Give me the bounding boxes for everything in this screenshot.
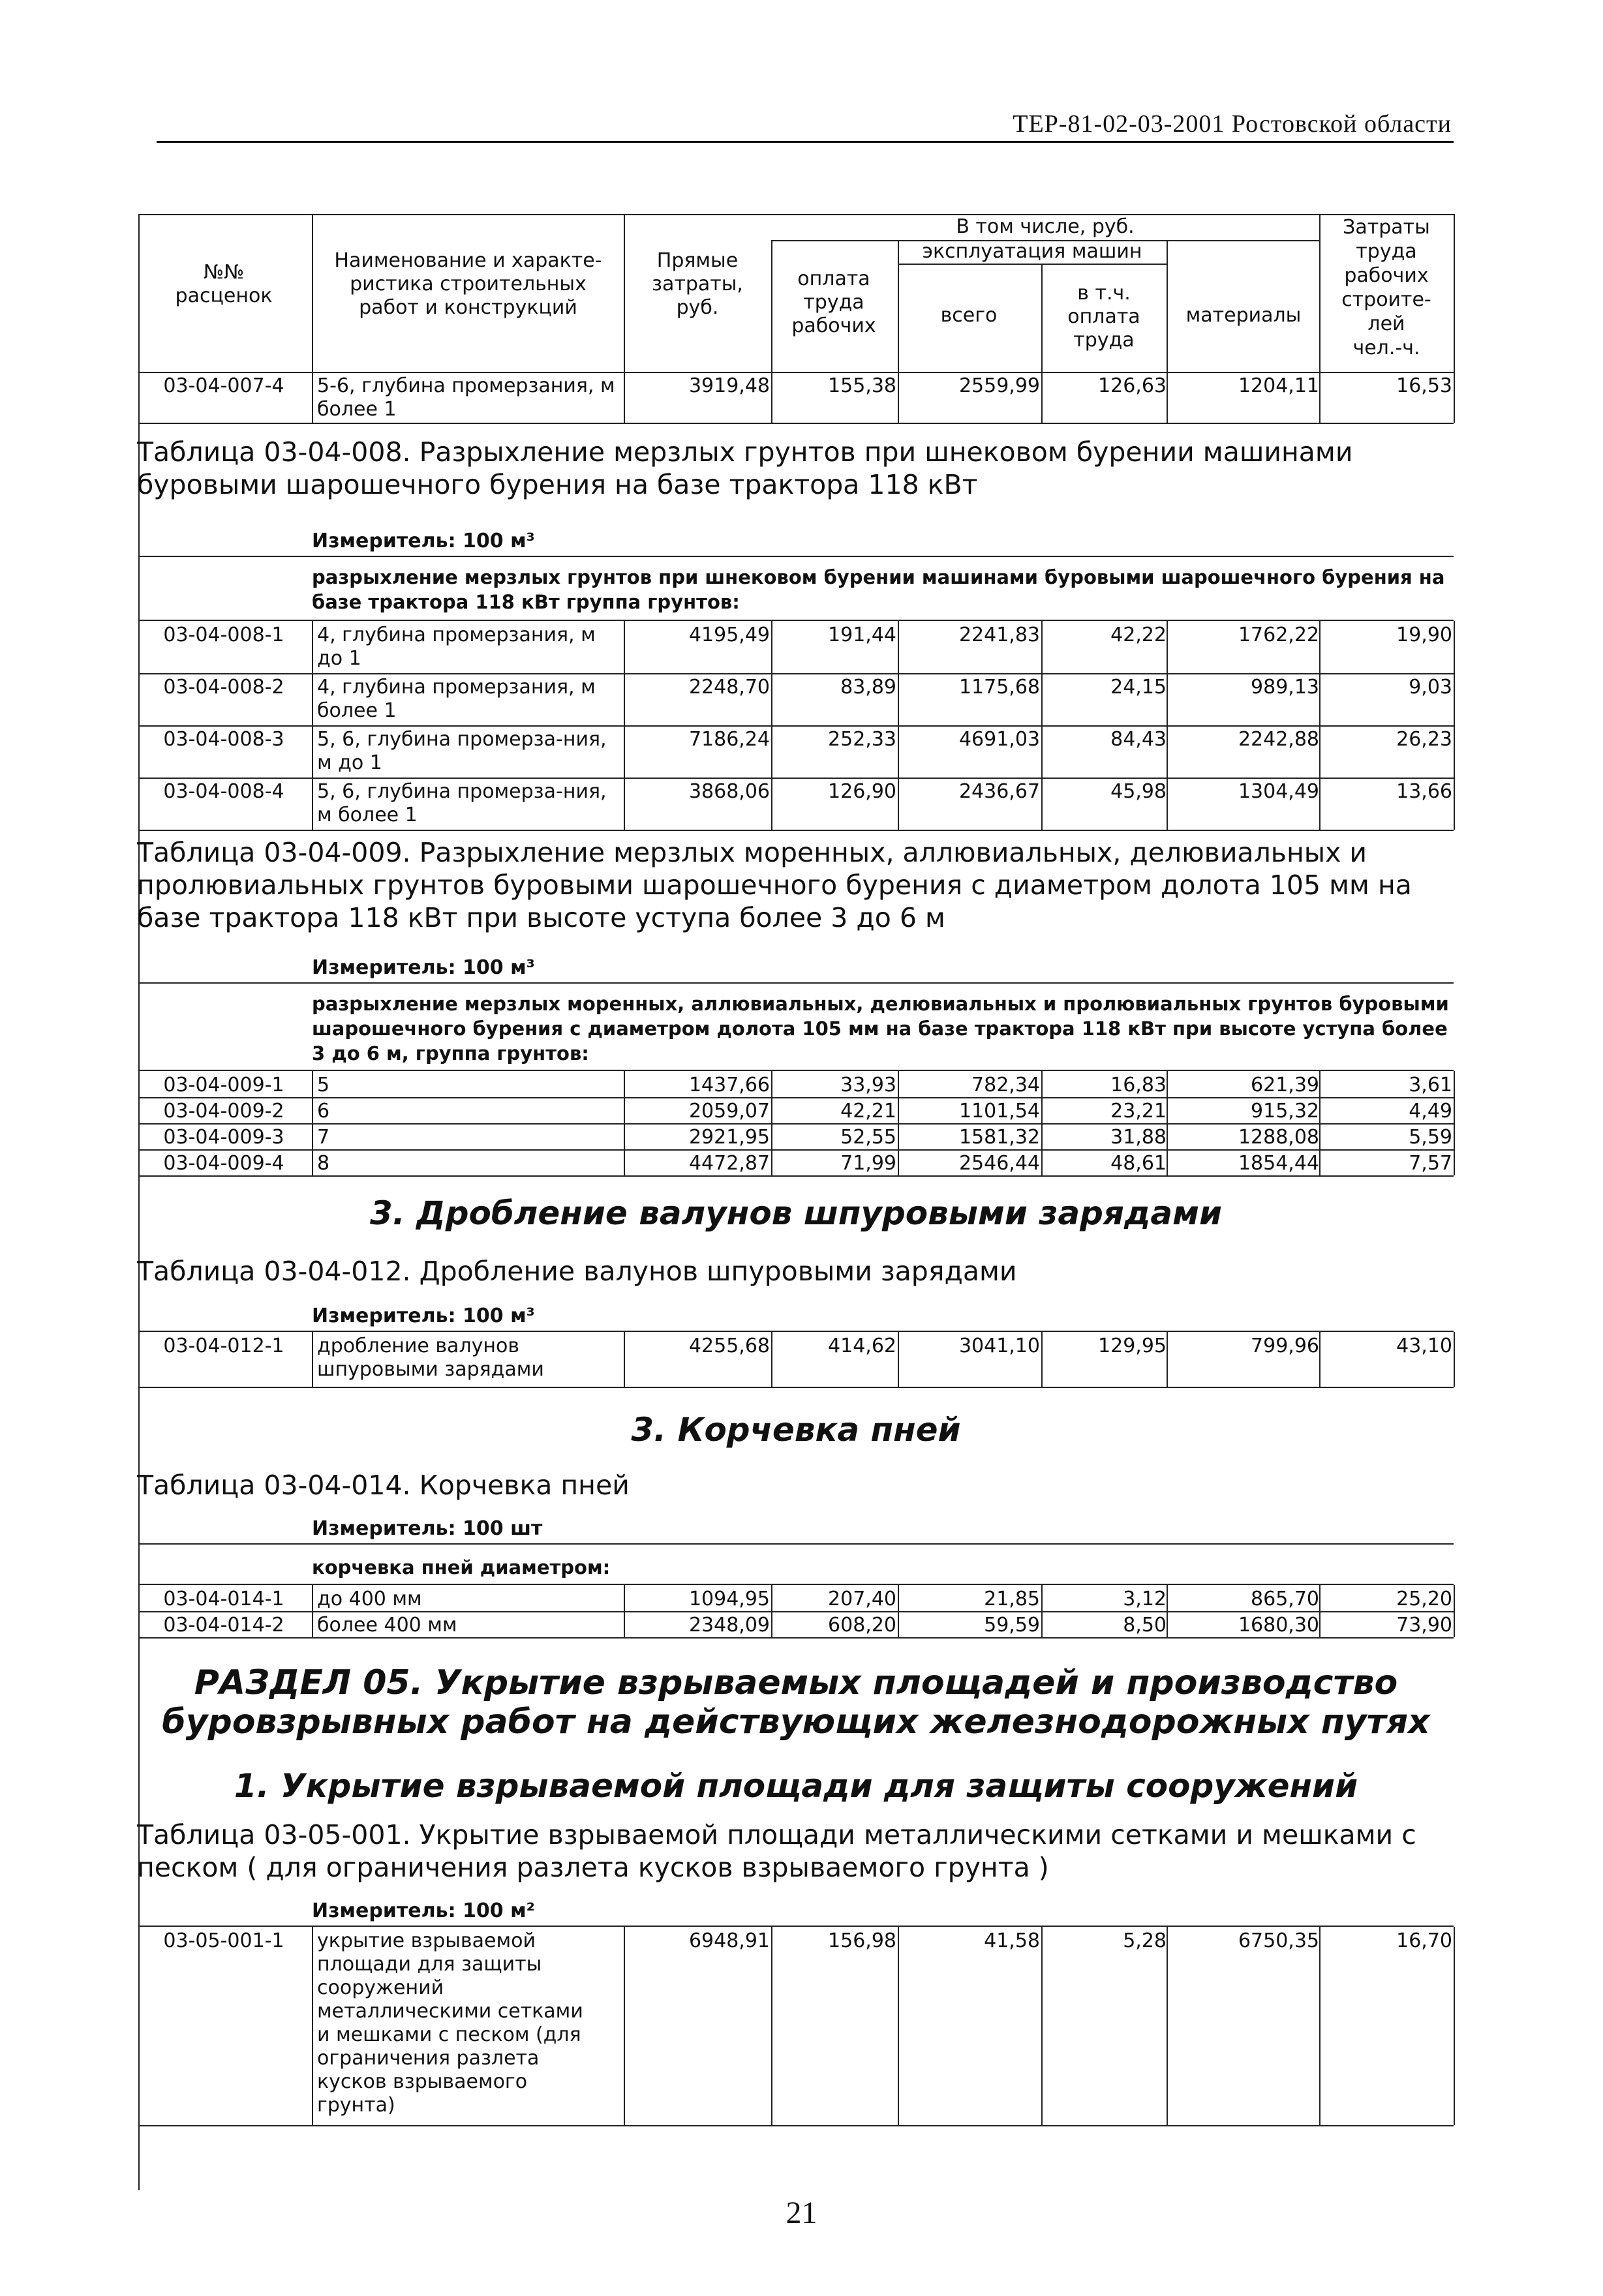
row-machines: 3041,10 bbox=[958, 1335, 1040, 1357]
rule bbox=[624, 1097, 625, 1123]
row-code: 03-04-008-3 bbox=[163, 728, 284, 751]
row-direct: 1437,66 bbox=[688, 1074, 770, 1096]
row-machines-pay: 42,22 bbox=[1110, 624, 1167, 646]
table-caption-008: Таблица 03-04-008. Разрыхление мерзлых грунтов при шнековом бурении машинами буровыми шарошечного бурения на базе трактора 118 кВт bbox=[137, 436, 1353, 500]
razdel-heading: РАЗДЕЛ 05. Укрытие взрываемых площадей и производство буровзрывных работ на действующих железнодорожных путях bbox=[162, 1663, 1430, 1742]
row-materials: 2242,88 bbox=[1238, 728, 1319, 751]
row-direct: 2348,09 bbox=[688, 1614, 770, 1637]
table-caption-014: Таблица 03-04-014. Корчевка пней bbox=[137, 1470, 630, 1501]
table-row bbox=[0, 725, 1603, 778]
rule bbox=[898, 621, 899, 673]
row-machines: 1175,68 bbox=[958, 676, 1040, 699]
rule bbox=[1319, 1123, 1321, 1149]
table-caption-501: Таблица 03-05-001. Укрытие взрываемой площади металлическими сетками и мешками с песком ( для ограничения разлета кусков взрываемого грунта ) bbox=[137, 1819, 1416, 1883]
row-materials: 989,13 bbox=[1251, 676, 1319, 699]
row-code: 03-04-012-1 bbox=[163, 1335, 284, 1357]
row-direct: 1094,95 bbox=[688, 1588, 770, 1610]
rule bbox=[138, 1637, 1454, 1639]
rule bbox=[898, 1149, 899, 1175]
rule bbox=[898, 1332, 899, 1387]
measure-009: Измеритель: 100 м³ bbox=[312, 956, 535, 979]
row-materials: 1854,44 bbox=[1238, 1152, 1319, 1175]
row-direct: 4472,87 bbox=[688, 1152, 770, 1175]
row-name: 7 bbox=[317, 1126, 330, 1149]
rule bbox=[771, 778, 772, 830]
rule bbox=[1167, 778, 1168, 830]
table-row bbox=[0, 373, 1603, 423]
rule bbox=[1454, 778, 1455, 830]
row-materials: 1762,22 bbox=[1238, 624, 1319, 646]
rule bbox=[312, 673, 313, 725]
rule bbox=[1454, 1123, 1455, 1149]
row-name: 5, 6, глубина промерза-ния, м до 1 bbox=[317, 728, 607, 774]
rule bbox=[138, 830, 1454, 831]
table-row bbox=[0, 1123, 1603, 1149]
row-pay: 126,90 bbox=[828, 780, 896, 803]
rule bbox=[624, 778, 625, 830]
rule bbox=[312, 1611, 313, 1637]
table-row bbox=[0, 621, 1603, 673]
section-heading-stumps: 3. Корчевка пней bbox=[631, 1411, 961, 1449]
rule bbox=[1319, 1927, 1321, 2125]
rule bbox=[1454, 1097, 1455, 1123]
rule bbox=[1167, 1071, 1168, 1097]
rule bbox=[624, 1611, 625, 1637]
head-pay: оплата труда рабочих bbox=[791, 267, 876, 337]
table-row bbox=[0, 673, 1603, 725]
rule bbox=[898, 1123, 899, 1149]
section-heading-boulders: 3. Дробление валунов шпуровыми зарядами bbox=[369, 1194, 1222, 1232]
row-pay: 207,40 bbox=[828, 1588, 896, 1610]
head-incl: В том числе, руб. bbox=[956, 215, 1135, 238]
rule bbox=[1319, 725, 1321, 778]
row-name: 4, глубина промерзания, м более 1 bbox=[317, 676, 596, 722]
row-pay: 252,33 bbox=[828, 728, 896, 751]
row-materials: 1304,49 bbox=[1238, 780, 1319, 803]
row-pay: 42,21 bbox=[840, 1100, 896, 1123]
rule bbox=[1167, 725, 1168, 778]
row-name: 5, 6, глубина промерза-ния, м более 1 bbox=[317, 780, 607, 826]
rule bbox=[138, 2125, 1454, 2126]
row-labor: 19,90 bbox=[1396, 624, 1452, 646]
row-name: до 400 мм bbox=[317, 1588, 422, 1610]
rule bbox=[1041, 1123, 1043, 1149]
table-caption-012: Таблица 03-04-012. Дробление валунов шпуровыми зарядами bbox=[137, 1256, 1017, 1287]
row-pay: 608,20 bbox=[828, 1614, 896, 1637]
rule bbox=[312, 621, 313, 673]
rule bbox=[1319, 1097, 1321, 1123]
rule bbox=[1041, 1149, 1043, 1175]
rule bbox=[771, 725, 772, 778]
rule bbox=[624, 1123, 625, 1149]
rule bbox=[1319, 1149, 1321, 1175]
table-row bbox=[0, 1332, 1603, 1387]
rule bbox=[1454, 1071, 1455, 1097]
row-direct: 2921,95 bbox=[688, 1126, 770, 1149]
rule bbox=[898, 778, 899, 830]
rule bbox=[624, 1585, 625, 1611]
rule bbox=[624, 1332, 625, 1387]
rule bbox=[1167, 1585, 1168, 1611]
rule bbox=[1041, 1332, 1043, 1387]
page-number: 21 bbox=[786, 2196, 817, 2230]
row-direct: 4255,68 bbox=[688, 1335, 770, 1357]
row-machines: 21,85 bbox=[984, 1588, 1040, 1610]
row-pay: 52,55 bbox=[840, 1126, 896, 1149]
row-code: 03-04-007-4 bbox=[163, 374, 284, 397]
rule bbox=[1454, 1149, 1455, 1175]
table-row bbox=[0, 778, 1603, 830]
row-machines: 2241,83 bbox=[958, 624, 1040, 646]
row-direct: 3919,48 bbox=[688, 374, 770, 397]
row-code: 03-04-008-4 bbox=[163, 780, 284, 803]
row-machines-pay: 5,28 bbox=[1123, 1929, 1167, 1952]
rule bbox=[1319, 673, 1321, 725]
group-description-008: разрыхление мерзлых грунтов при шнековом бурении машинами буровыми шарошечного бурения на базе трактора 118 кВт группа грунтов: bbox=[312, 566, 1445, 613]
row-machines: 4691,03 bbox=[958, 728, 1040, 751]
row-machines-pay: 31,88 bbox=[1110, 1126, 1167, 1149]
row-code: 03-04-008-2 bbox=[163, 676, 284, 699]
rule bbox=[312, 1071, 313, 1097]
row-code: 03-04-009-4 bbox=[163, 1152, 284, 1175]
head-direct-costs: Прямые затраты, руб. bbox=[652, 249, 743, 319]
row-direct: 6948,91 bbox=[688, 1929, 770, 1952]
row-name: более 400 мм bbox=[317, 1614, 457, 1637]
row-machines-pay: 48,61 bbox=[1110, 1152, 1167, 1175]
rule bbox=[1041, 1611, 1043, 1637]
section-heading-cover: 1. Укрытие взрываемой площади для защиты сооружений bbox=[234, 1767, 1358, 1805]
row-materials: 799,96 bbox=[1251, 1335, 1319, 1357]
rule bbox=[312, 1927, 313, 2125]
rule bbox=[771, 1585, 772, 1611]
head-machines-total: всего bbox=[940, 304, 998, 327]
row-code: 03-04-014-2 bbox=[163, 1614, 284, 1637]
rule bbox=[1319, 1611, 1321, 1637]
rule bbox=[1454, 673, 1455, 725]
rule bbox=[898, 1611, 899, 1637]
head-name: Наименование и характе- ристика строительных работ и конструкций bbox=[334, 249, 602, 319]
rule bbox=[312, 1097, 313, 1123]
head-code: №№ расценок bbox=[175, 261, 273, 307]
table-row bbox=[0, 1149, 1603, 1175]
rule bbox=[1041, 673, 1043, 725]
row-labor: 7,57 bbox=[1409, 1152, 1452, 1175]
row-labor: 43,10 bbox=[1396, 1335, 1452, 1357]
rule bbox=[1041, 725, 1043, 778]
row-name: 5-6, глубина промерзания, м более 1 bbox=[317, 374, 615, 421]
rule bbox=[898, 725, 899, 778]
rule bbox=[771, 621, 772, 673]
rule bbox=[1454, 1332, 1455, 1387]
rule bbox=[1041, 1071, 1043, 1097]
row-machines: 2436,67 bbox=[958, 780, 1040, 803]
rule bbox=[1319, 778, 1321, 830]
group-description-014: корчевка пней диаметром: bbox=[312, 1556, 611, 1578]
measure-501: Измеритель: 100 м² bbox=[312, 1899, 535, 1922]
row-labor: 3,61 bbox=[1409, 1074, 1452, 1096]
rule bbox=[1319, 621, 1321, 673]
row-labor: 16,70 bbox=[1396, 1929, 1452, 1952]
row-code: 03-05-001-1 bbox=[163, 1929, 284, 1952]
rule bbox=[312, 1585, 313, 1611]
row-labor: 13,66 bbox=[1396, 780, 1452, 803]
row-code: 03-04-014-1 bbox=[163, 1588, 284, 1610]
measure-012: Измеритель: 100 м³ bbox=[312, 1305, 535, 1327]
rule bbox=[1167, 1123, 1168, 1149]
rule bbox=[1319, 1071, 1321, 1097]
rule bbox=[1454, 725, 1455, 778]
rule bbox=[624, 1071, 625, 1097]
row-machines-pay: 23,21 bbox=[1110, 1100, 1167, 1123]
head-machines: эксплуатация машин bbox=[922, 240, 1142, 263]
row-pay: 33,93 bbox=[840, 1074, 896, 1096]
row-materials: 915,32 bbox=[1251, 1100, 1319, 1123]
rule bbox=[1167, 1097, 1168, 1123]
rule bbox=[1041, 621, 1043, 673]
rule bbox=[1167, 673, 1168, 725]
measure-008: Измеритель: 100 м³ bbox=[312, 530, 535, 552]
row-machines-pay: 16,83 bbox=[1110, 1074, 1167, 1096]
row-machines-pay: 24,15 bbox=[1110, 676, 1167, 699]
row-materials: 1204,11 bbox=[1238, 374, 1319, 397]
head-labor: Затраты труда рабочих строите- лей чел.-ч. bbox=[1341, 216, 1431, 359]
row-labor: 26,23 bbox=[1396, 728, 1452, 751]
table-row bbox=[0, 1071, 1603, 1097]
rule bbox=[1167, 1927, 1168, 2125]
row-code: 03-04-009-1 bbox=[163, 1074, 284, 1096]
row-name: дробление валунов шпуровыми зарядами bbox=[317, 1335, 544, 1381]
rule bbox=[312, 725, 313, 778]
row-name: 8 bbox=[317, 1152, 330, 1175]
rule bbox=[312, 1123, 313, 1149]
document-header: ТЕР-81-02-03-2001 Ростовской области bbox=[1013, 110, 1452, 138]
rule bbox=[771, 1927, 772, 2125]
row-direct: 7186,24 bbox=[688, 728, 770, 751]
table-row bbox=[0, 1927, 1603, 2125]
row-pay: 191,44 bbox=[828, 624, 896, 646]
rule bbox=[898, 1097, 899, 1123]
row-name: 6 bbox=[317, 1100, 330, 1123]
rule bbox=[1167, 1611, 1168, 1637]
rule bbox=[1041, 1585, 1043, 1611]
row-labor: 16,53 bbox=[1396, 374, 1452, 397]
row-labor: 9,03 bbox=[1409, 676, 1452, 699]
rule bbox=[1454, 1611, 1455, 1637]
rule bbox=[771, 1332, 772, 1387]
rule bbox=[624, 621, 625, 673]
row-direct: 3868,06 bbox=[688, 780, 770, 803]
rule bbox=[1041, 778, 1043, 830]
rule bbox=[771, 1123, 772, 1149]
table-row bbox=[0, 1097, 1603, 1123]
table-row bbox=[0, 1585, 1603, 1611]
row-machines: 1101,54 bbox=[958, 1100, 1040, 1123]
rule bbox=[138, 423, 1454, 424]
rule bbox=[898, 264, 1167, 265]
rule bbox=[312, 1332, 313, 1387]
rule bbox=[624, 1149, 625, 1175]
rule bbox=[624, 1927, 625, 2125]
rule bbox=[771, 1071, 772, 1097]
row-code: 03-04-009-3 bbox=[163, 1126, 284, 1149]
row-pay: 414,62 bbox=[828, 1335, 896, 1357]
head-machines-pay: в т.ч. оплата труда bbox=[1067, 282, 1140, 352]
row-machines: 2546,44 bbox=[958, 1152, 1040, 1175]
row-pay: 71,99 bbox=[840, 1152, 896, 1175]
rule bbox=[1041, 1927, 1043, 2125]
row-machines: 1581,32 bbox=[958, 1126, 1040, 1149]
row-machines: 41,58 bbox=[984, 1929, 1040, 1952]
row-code: 03-04-008-1 bbox=[163, 624, 284, 646]
rule bbox=[1454, 1927, 1455, 2125]
row-machines-pay: 84,43 bbox=[1110, 728, 1167, 751]
row-pay: 83,89 bbox=[840, 676, 896, 699]
rule bbox=[1167, 1332, 1168, 1387]
row-machines-pay: 8,50 bbox=[1123, 1614, 1167, 1637]
group-description-009: разрыхление мерзлых моренных, аллювиальных, делювиальных и пролювиальных грунтов буровыми шарошечного бурения с диаметром долота 105 мм на базе трактора 118 кВт при высоте уступа более 3 до 6 м, группа грунтов: bbox=[312, 993, 1449, 1065]
rule bbox=[1041, 1097, 1043, 1123]
rule bbox=[1167, 1149, 1168, 1175]
row-machines: 2559,99 bbox=[958, 374, 1040, 397]
rule bbox=[771, 673, 772, 725]
rule bbox=[312, 778, 313, 830]
row-machines: 59,59 bbox=[984, 1614, 1040, 1637]
row-machines-pay: 45,98 bbox=[1110, 780, 1167, 803]
rule bbox=[771, 1611, 772, 1637]
row-direct: 2248,70 bbox=[688, 676, 770, 699]
row-machines-pay: 129,95 bbox=[1098, 1335, 1167, 1357]
rule bbox=[898, 1071, 899, 1097]
rule bbox=[771, 1149, 772, 1175]
table-caption-009: Таблица 03-04-009. Разрыхление мерзлых моренных, аллювиальных, делювиальных и пролювиальных грунтов буровыми шарошечного бурения с диаметром долота 105 мм на базе трактора 118 кВт при высоте уступа более 3 до 6 м bbox=[137, 837, 1412, 933]
row-materials: 621,39 bbox=[1251, 1074, 1319, 1096]
row-materials: 865,70 bbox=[1251, 1588, 1319, 1610]
row-machines: 782,34 bbox=[971, 1074, 1040, 1096]
row-code: 03-04-009-2 bbox=[163, 1100, 284, 1123]
row-name: 4, глубина промерзания, м до 1 bbox=[317, 624, 596, 670]
row-labor: 5,59 bbox=[1409, 1126, 1452, 1149]
rule bbox=[1319, 1585, 1321, 1611]
row-pay: 155,38 bbox=[828, 374, 896, 397]
row-labor: 73,90 bbox=[1396, 1614, 1452, 1637]
rule bbox=[312, 1149, 313, 1175]
row-name: укрытие взрываемой площади для защиты сооружений металлическими сетками и мешками с песком (для ограничения разлета кусков взрываемого грунта) bbox=[317, 1929, 583, 2117]
row-machines-pay: 3,12 bbox=[1123, 1588, 1167, 1610]
rule bbox=[138, 1175, 1454, 1177]
rule bbox=[1167, 621, 1168, 673]
row-materials: 1288,08 bbox=[1238, 1126, 1319, 1149]
rule bbox=[138, 1387, 1454, 1388]
row-pay: 156,98 bbox=[828, 1929, 896, 1952]
row-direct: 4195,49 bbox=[688, 624, 770, 646]
rule bbox=[138, 1543, 1454, 1545]
row-labor: 25,20 bbox=[1396, 1588, 1452, 1610]
rule bbox=[898, 1927, 899, 2125]
rule bbox=[898, 673, 899, 725]
rule bbox=[624, 673, 625, 725]
rule bbox=[898, 1585, 899, 1611]
row-materials: 1680,30 bbox=[1238, 1614, 1319, 1637]
rule bbox=[138, 982, 1454, 984]
header-rule bbox=[157, 141, 1454, 143]
rule bbox=[771, 1097, 772, 1123]
rule bbox=[1454, 621, 1455, 673]
row-name: 5 bbox=[317, 1074, 330, 1096]
row-direct: 2059,07 bbox=[688, 1100, 770, 1123]
rule bbox=[624, 725, 625, 778]
row-labor: 4,49 bbox=[1409, 1100, 1452, 1123]
rule bbox=[138, 556, 1454, 557]
table-row bbox=[0, 1611, 1603, 1637]
row-machines-pay: 126,63 bbox=[1098, 374, 1167, 397]
measure-014: Измеритель: 100 шт bbox=[312, 1517, 543, 1540]
row-materials: 6750,35 bbox=[1238, 1929, 1319, 1952]
head-materials: материалы bbox=[1185, 304, 1302, 327]
rule bbox=[1319, 1332, 1321, 1387]
rule bbox=[1454, 1585, 1455, 1611]
